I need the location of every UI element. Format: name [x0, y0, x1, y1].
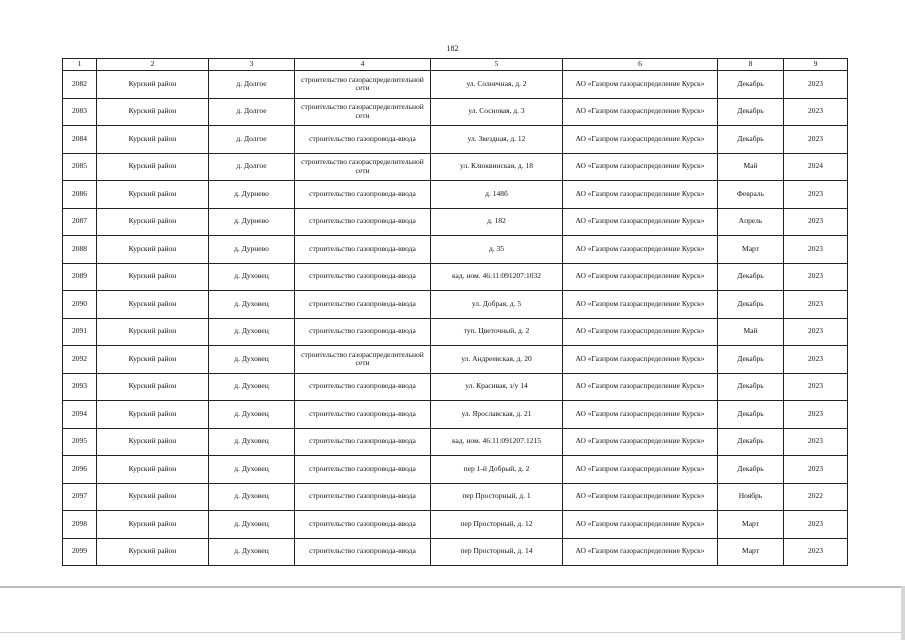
column-header: 1 [63, 59, 97, 71]
organization-cell: АО «Газпром газораспределение Курск» [563, 71, 718, 99]
address-cell: д. 148б [431, 181, 563, 209]
row-number-cell: 2083 [63, 98, 97, 126]
month-cell: Декабрь [718, 346, 784, 374]
district-cell: Курский район [97, 208, 209, 236]
settlement-cell: д. Дурнево [209, 181, 295, 209]
district-cell: Курский район [97, 401, 209, 429]
table-body [63, 71, 848, 566]
organization-cell: АО «Газпром газораспределение Курск» [563, 511, 718, 539]
organization-cell: АО «Газпром газораспределение Курск» [563, 236, 718, 264]
column-header: 8 [718, 59, 784, 71]
row-number-cell: 2088 [63, 236, 97, 264]
settlement-cell: д. Долгое [209, 153, 295, 181]
settlement-cell: д. Духовец [209, 291, 295, 319]
organization-cell: АО «Газпром газораспределение Курск» [563, 263, 718, 291]
year-cell: 2023 [784, 538, 848, 566]
page-number: 182 [446, 44, 459, 53]
work-type-cell: строительство газораспределительной сети [295, 346, 431, 374]
row-number-cell: 2085 [63, 153, 97, 181]
district-cell: Курский район [97, 71, 209, 99]
year-cell: 2023 [784, 236, 848, 264]
work-type-cell: строительство газопровода-ввода [295, 291, 431, 319]
settlement-cell: д. Духовец [209, 428, 295, 456]
organization-cell: АО «Газпром газораспределение Курск» [563, 98, 718, 126]
month-cell: Март [718, 511, 784, 539]
column-header: 6 [563, 59, 718, 71]
year-cell: 2023 [784, 428, 848, 456]
table-row [63, 428, 848, 456]
year-cell: 2023 [784, 456, 848, 484]
table-row [63, 263, 848, 291]
month-cell: Декабрь [718, 373, 784, 401]
column-header: 2 [97, 59, 209, 71]
settlement-cell: д. Духовец [209, 456, 295, 484]
district-cell: Курский район [97, 511, 209, 539]
settlement-cell: д. Духовец [209, 511, 295, 539]
district-cell: Курский район [97, 428, 209, 456]
column-header: 9 [784, 59, 848, 71]
row-number-cell: 2084 [63, 126, 97, 154]
organization-cell: АО «Газпром газораспределение Курск» [563, 126, 718, 154]
district-cell: Курский район [97, 538, 209, 566]
table-row [63, 208, 848, 236]
table-row [63, 98, 848, 126]
row-number-cell: 2096 [63, 456, 97, 484]
address-cell: ул. Красивая, з/у 14 [431, 373, 563, 401]
page-bottom-shadow [0, 632, 905, 633]
month-cell: Декабрь [718, 291, 784, 319]
work-type-cell: строительство газопровода-ввода [295, 538, 431, 566]
month-cell: Март [718, 236, 784, 264]
month-cell: Декабрь [718, 428, 784, 456]
organization-cell: АО «Газпром газораспределение Курск» [563, 153, 718, 181]
address-cell: ул. Андреевская, д. 20 [431, 346, 563, 374]
address-cell: пер Просторный, д. 1 [431, 483, 563, 511]
work-type-cell: строительство газопровода-ввода [295, 401, 431, 429]
organization-cell: АО «Газпром газораспределение Курск» [563, 318, 718, 346]
work-type-cell: строительство газопровода-ввода [295, 126, 431, 154]
work-type-cell: строительство газопровода-ввода [295, 181, 431, 209]
settlement-cell: д. Духовец [209, 346, 295, 374]
month-cell: Февраль [718, 181, 784, 209]
work-type-cell: строительство газопровода-ввода [295, 456, 431, 484]
page-corner-shadow [901, 586, 905, 640]
address-cell: пер Просторный, д. 12 [431, 511, 563, 539]
year-cell: 2023 [784, 181, 848, 209]
work-type-cell: строительство газораспределительной сети [295, 98, 431, 126]
table-row [63, 126, 848, 154]
settlement-cell: д. Духовец [209, 373, 295, 401]
work-type-cell: строительство газопровода-ввода [295, 373, 431, 401]
settlement-cell: д. Дурнево [209, 208, 295, 236]
column-header: 3 [209, 59, 295, 71]
work-type-cell: строительство газопровода-ввода [295, 428, 431, 456]
organization-cell: АО «Газпром газораспределение Курск» [563, 181, 718, 209]
organization-cell: АО «Газпром газораспределение Курск» [563, 373, 718, 401]
row-number-cell: 2094 [63, 401, 97, 429]
work-type-cell: строительство газораспределительной сети [295, 153, 431, 181]
district-cell: Курский район [97, 318, 209, 346]
work-type-cell: строительство газопровода-ввода [295, 208, 431, 236]
district-cell: Курский район [97, 291, 209, 319]
work-type-cell: строительство газопровода-ввода [295, 236, 431, 264]
month-cell: Декабрь [718, 456, 784, 484]
page-bottom-edge [0, 586, 905, 588]
year-cell: 2023 [784, 318, 848, 346]
work-type-cell: строительство газораспределительной сети [295, 71, 431, 99]
organization-cell: АО «Газпром газораспределение Курск» [563, 428, 718, 456]
settlement-cell: д. Духовец [209, 483, 295, 511]
settlement-cell: д. Долгое [209, 126, 295, 154]
organization-cell: АО «Газпром газораспределение Курск» [563, 401, 718, 429]
work-type-cell: строительство газопровода-ввода [295, 511, 431, 539]
organization-cell: АО «Газпром газораспределение Курск» [563, 208, 718, 236]
district-cell: Курский район [97, 373, 209, 401]
table-row [63, 181, 848, 209]
organization-cell: АО «Газпром газораспределение Курск» [563, 346, 718, 374]
settlement-cell: д. Духовец [209, 318, 295, 346]
table-row [63, 456, 848, 484]
district-cell: Курский район [97, 456, 209, 484]
year-cell: 2023 [784, 291, 848, 319]
month-cell: Декабрь [718, 71, 784, 99]
year-cell: 2023 [784, 346, 848, 374]
address-cell: ул. Звездная, д. 12 [431, 126, 563, 154]
table-row [63, 153, 848, 181]
column-header: 4 [295, 59, 431, 71]
month-cell: Апрель [718, 208, 784, 236]
address-cell: ул. Солнечная, д. 2 [431, 71, 563, 99]
row-number-cell: 2092 [63, 346, 97, 374]
gasification-table [62, 58, 848, 566]
table-row [63, 511, 848, 539]
row-number-cell: 2099 [63, 538, 97, 566]
work-type-cell: строительство газопровода-ввода [295, 263, 431, 291]
address-cell: пер Просторный, д. 14 [431, 538, 563, 566]
settlement-cell: д. Дурнево [209, 236, 295, 264]
table-row [63, 483, 848, 511]
address-cell: ул. Добрая, д. 5 [431, 291, 563, 319]
month-cell: Декабрь [718, 98, 784, 126]
address-cell: кад. ном. 46:11:091207:1215 [431, 428, 563, 456]
address-cell: ул. Клюквинская, д. 18 [431, 153, 563, 181]
year-cell: 2023 [784, 263, 848, 291]
column-header: 5 [431, 59, 563, 71]
month-cell: Март [718, 538, 784, 566]
table-row [63, 346, 848, 374]
district-cell: Курский район [97, 236, 209, 264]
row-number-cell: 2091 [63, 318, 97, 346]
row-number-cell: 2086 [63, 181, 97, 209]
month-cell: Май [718, 318, 784, 346]
settlement-cell: д. Духовец [209, 263, 295, 291]
organization-cell: АО «Газпром газораспределение Курск» [563, 538, 718, 566]
year-cell: 2023 [784, 373, 848, 401]
header-row [63, 59, 848, 71]
address-cell: туп. Цветочный, д. 2 [431, 318, 563, 346]
year-cell: 2024 [784, 153, 848, 181]
year-cell: 2023 [784, 208, 848, 236]
year-cell: 2023 [784, 126, 848, 154]
year-cell: 2023 [784, 71, 848, 99]
table-row [63, 71, 848, 99]
row-number-cell: 2089 [63, 263, 97, 291]
district-cell: Курский район [97, 181, 209, 209]
table-row [63, 538, 848, 566]
table-row [63, 236, 848, 264]
address-cell: кад. ном. 46:11:091207:1032 [431, 263, 563, 291]
district-cell: Курский район [97, 153, 209, 181]
table-row [63, 318, 848, 346]
row-number-cell: 2090 [63, 291, 97, 319]
row-number-cell: 2082 [63, 71, 97, 99]
year-cell: 2023 [784, 401, 848, 429]
settlement-cell: д. Долгое [209, 98, 295, 126]
organization-cell: АО «Газпром газораспределение Курск» [563, 456, 718, 484]
address-cell: д. 182 [431, 208, 563, 236]
year-cell: 2022 [784, 483, 848, 511]
month-cell: Декабрь [718, 401, 784, 429]
organization-cell: АО «Газпром газораспределение Курск» [563, 291, 718, 319]
month-cell: Май [718, 153, 784, 181]
district-cell: Курский район [97, 263, 209, 291]
work-type-cell: строительство газопровода-ввода [295, 483, 431, 511]
row-number-cell: 2097 [63, 483, 97, 511]
table-row [63, 291, 848, 319]
organization-cell: АО «Газпром газораспределение Курск» [563, 483, 718, 511]
address-cell: д. 35 [431, 236, 563, 264]
row-number-cell: 2093 [63, 373, 97, 401]
year-cell: 2023 [784, 98, 848, 126]
settlement-cell: д. Духовец [209, 538, 295, 566]
address-cell: ул. Ярославская, д. 21 [431, 401, 563, 429]
month-cell: Декабрь [718, 263, 784, 291]
month-cell: Декабрь [718, 126, 784, 154]
month-cell: Ноябрь [718, 483, 784, 511]
district-cell: Курский район [97, 126, 209, 154]
district-cell: Курский район [97, 98, 209, 126]
settlement-cell: д. Долгое [209, 71, 295, 99]
settlement-cell: д. Духовец [209, 401, 295, 429]
row-number-cell: 2095 [63, 428, 97, 456]
table-row [63, 373, 848, 401]
row-number-cell: 2087 [63, 208, 97, 236]
district-cell: Курский район [97, 483, 209, 511]
table-row [63, 401, 848, 429]
row-number-cell: 2098 [63, 511, 97, 539]
work-type-cell: строительство газопровода-ввода [295, 318, 431, 346]
address-cell: ул. Сосновая, д. 3 [431, 98, 563, 126]
district-cell: Курский район [97, 346, 209, 374]
address-cell: пер 1-й Добрый, д. 2 [431, 456, 563, 484]
year-cell: 2023 [784, 511, 848, 539]
